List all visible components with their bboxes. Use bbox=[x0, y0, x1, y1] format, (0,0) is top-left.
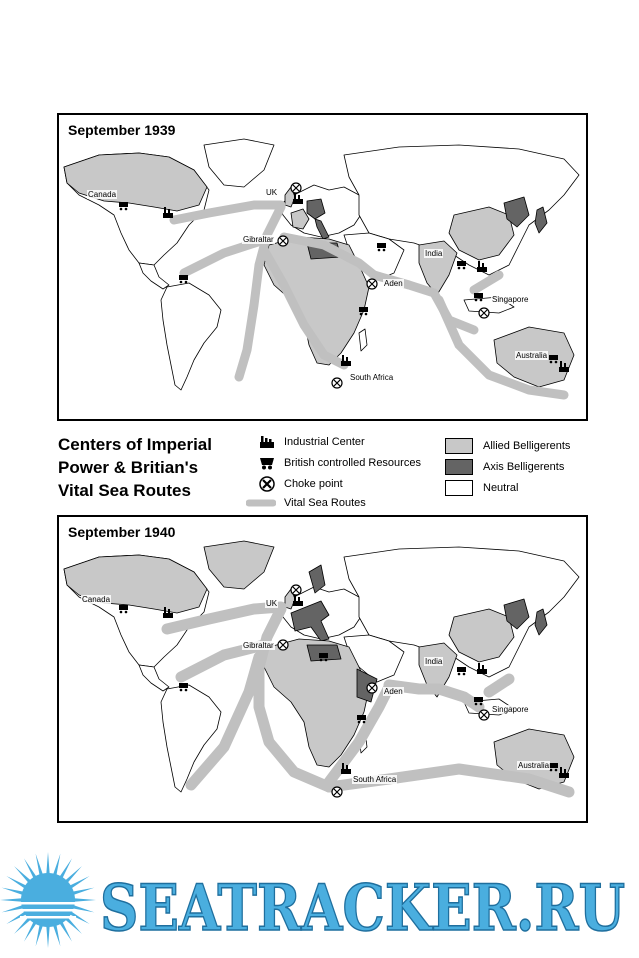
map-title-1939: September 1939 bbox=[68, 122, 176, 138]
land-greenland bbox=[204, 541, 274, 589]
sea-route-icon bbox=[246, 498, 276, 508]
world-map-1940 bbox=[59, 517, 586, 821]
mine-cart-icon bbox=[457, 667, 466, 675]
legend-industrial-center bbox=[258, 435, 365, 449]
legend-neutral-label: Neutral bbox=[483, 482, 519, 494]
label-singapore: Singapore bbox=[492, 705, 529, 714]
mine-cart-icon bbox=[457, 261, 466, 269]
route-india-singapore bbox=[439, 689, 479, 707]
legend-title-line-1: Centers of Imperial bbox=[58, 435, 212, 454]
label-gibraltar: Gibraltar bbox=[243, 641, 274, 650]
label-canada: Canada bbox=[82, 595, 111, 604]
choke-point-icon bbox=[258, 476, 276, 492]
map-title-1940: September 1940 bbox=[68, 524, 176, 540]
choke-point-icon bbox=[278, 236, 288, 246]
factory-icon bbox=[258, 435, 276, 449]
sun-disc bbox=[21, 873, 75, 927]
label-australia: Australia bbox=[516, 351, 548, 360]
label-india: India bbox=[425, 249, 443, 258]
choke-point-icon bbox=[291, 585, 301, 595]
label-uk: UK bbox=[266, 599, 278, 608]
land-canada bbox=[64, 153, 207, 211]
choke-point-icon bbox=[278, 640, 288, 650]
mine-cart-icon bbox=[179, 275, 188, 283]
logo-graphic bbox=[0, 848, 639, 953]
land-central-america bbox=[139, 665, 169, 691]
factory-icon bbox=[341, 355, 351, 366]
world-map-1939 bbox=[59, 115, 586, 419]
choke-point-icon bbox=[332, 787, 342, 797]
mine-cart-icon bbox=[357, 715, 366, 723]
label-aden: Aden bbox=[384, 279, 403, 288]
map-1939 bbox=[57, 113, 588, 421]
land-greenland bbox=[204, 139, 274, 187]
sun-wave bbox=[20, 916, 76, 919]
swatch-neutral bbox=[445, 480, 473, 496]
choke-point-icon bbox=[367, 683, 377, 693]
legend-british-resources-label: British controlled Resources bbox=[284, 457, 421, 469]
route-uk-cape bbox=[239, 207, 281, 377]
legend-title-line-2: Power & Britian's bbox=[58, 458, 199, 477]
label-india: India bbox=[425, 657, 443, 666]
sun-wave bbox=[20, 902, 76, 905]
land-central-america bbox=[139, 263, 169, 289]
legend-industrial-center-label: Industrial Center bbox=[284, 436, 365, 448]
choke-point-icon bbox=[479, 710, 489, 720]
sun-wave bbox=[20, 909, 76, 912]
mine-cart-icon bbox=[359, 307, 368, 315]
legend-choke-point bbox=[258, 476, 343, 492]
legend-axis-label: Axis Belligerents bbox=[483, 461, 565, 473]
legend-allied-label: Allied Belligerents bbox=[483, 440, 571, 452]
legend-british-resources bbox=[258, 456, 421, 470]
label-singapore: Singapore bbox=[492, 295, 529, 304]
route-singapore-north bbox=[489, 679, 509, 692]
swatch-allied bbox=[445, 438, 473, 454]
choke-point-icon bbox=[291, 183, 301, 193]
legend-title-line-3: Vital Sea Routes bbox=[58, 481, 191, 500]
land-south-america bbox=[161, 685, 221, 792]
land-south-america bbox=[161, 283, 221, 390]
legend-title bbox=[58, 433, 212, 502]
choke-point-icon bbox=[367, 279, 377, 289]
legend-choke-point-label: Choke point bbox=[284, 478, 343, 490]
label-aden: Aden bbox=[384, 687, 403, 696]
mine-cart-icon bbox=[258, 456, 276, 470]
label-south-africa: South Africa bbox=[353, 775, 397, 784]
label-uk: UK bbox=[266, 188, 278, 197]
label-gibraltar: Gibraltar bbox=[243, 235, 274, 244]
footer-logo bbox=[0, 848, 639, 953]
choke-point-icon bbox=[479, 308, 489, 318]
land-madagascar bbox=[359, 329, 367, 351]
swatch-axis bbox=[445, 459, 473, 475]
label-canada: Canada bbox=[88, 190, 117, 199]
map-1940 bbox=[57, 515, 588, 823]
choke-point-icon bbox=[332, 378, 342, 388]
label-australia: Australia bbox=[518, 761, 550, 770]
legend-sea-routes bbox=[246, 497, 366, 509]
land-canada bbox=[64, 555, 207, 613]
route-india-china bbox=[474, 275, 499, 290]
sun-icon bbox=[0, 852, 96, 948]
label-south-africa: South Africa bbox=[350, 373, 394, 382]
legend-sea-routes-label: Vital Sea Routes bbox=[284, 497, 366, 509]
route-caribbean-gibraltar bbox=[184, 240, 264, 273]
logo-text: SEATRACKER.RU bbox=[100, 871, 625, 946]
